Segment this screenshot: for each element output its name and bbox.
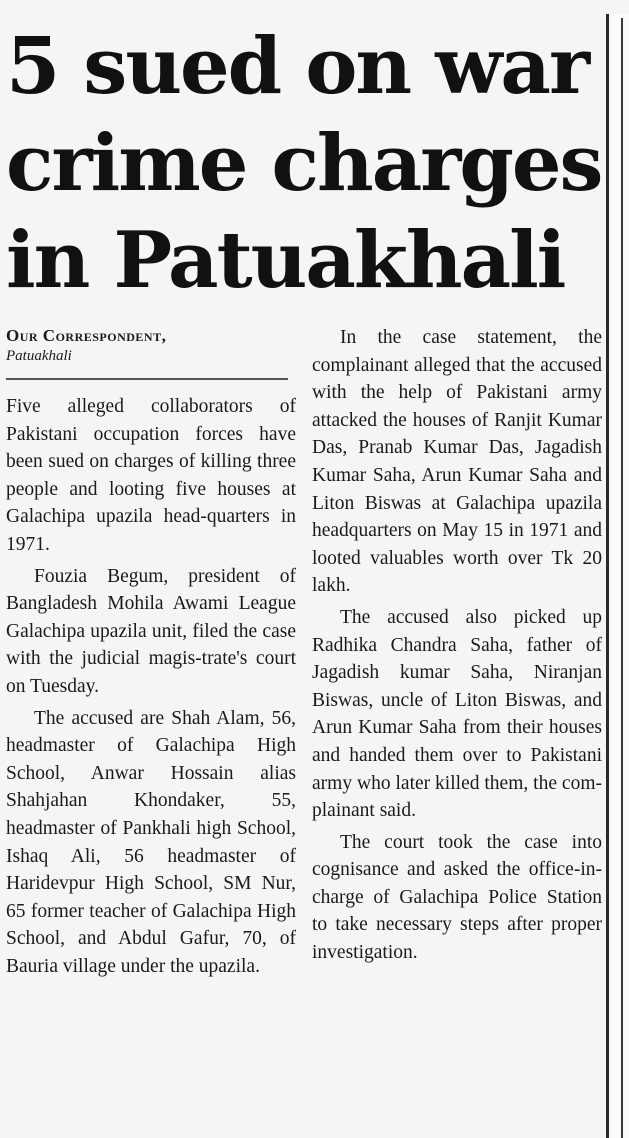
byline — [6, 325, 291, 365]
byline-dateline: Patuakhali — [6, 348, 72, 364]
byline-author: Our Correspondent, — [6, 326, 167, 345]
article-paragraph: The accused are Shah Alam, 56, headmaster of Galachipa High School, Anwar Hossain alias Shahjahan Khondaker, 55, headmaster of Pankhali high School, Ishaq Ali, 56 headmaster of Haridevpur High School, SM Nur, 65 former teacher of Galachipa High School, and Abdul Gafur, 70, of Bauria village under the upazila. — [6, 707, 296, 977]
article-paragraph: In the case statement, the complainant alleged that the accused with the help of Pakistani army attacked the houses of Ranjit Kumar Das, Pranab Kumar Das, Jagadish Kumar Saha, Arun Kumar Saha and Liton Biswas at Galachipa upazila headquarters on May 15 in 1971 and looted valuables worth over Tk 20 lakh. — [312, 327, 602, 597]
article-column-left — [6, 393, 296, 984]
adjacent-column-border — [621, 18, 623, 1138]
headline-line: crime charges — [6, 118, 602, 209]
headline-line: 5 sued on war — [6, 21, 589, 112]
headline-line: in Patuakhali — [6, 215, 565, 306]
article-paragraph: The court took the case into cognisance and asked the office-in-charge of Galachipa Police Station to take necessary steps after proper investigation. — [312, 831, 602, 964]
article-paragraph: Fouzia Begum, president of Bangladesh Mohila Awami League Galachipa upazila unit, filed the case with the judicial magis-trate's court on Tuesday. — [6, 565, 296, 697]
article-column-right — [312, 324, 602, 971]
adjacent-column-edge — [611, 14, 629, 1138]
byline-divider — [6, 378, 288, 380]
article-paragraph: The accused also picked up Radhika Chandra Saha, father of Jagadish kumar Saha, Niranjan Biswas, uncle of Liton Biswas, and Arun Kumar Saha from their houses and handed them over to Pakistani army who later killed them, the com-plainant said. — [312, 606, 602, 822]
headline — [6, 18, 601, 309]
article-paragraph: Five alleged collaborators of Pakistani occupation forces have been sued on charges of killing three people and looting five houses at Galachipa upazila head-quarters in 1971. — [6, 396, 296, 555]
column-divider-rule — [606, 14, 609, 1138]
